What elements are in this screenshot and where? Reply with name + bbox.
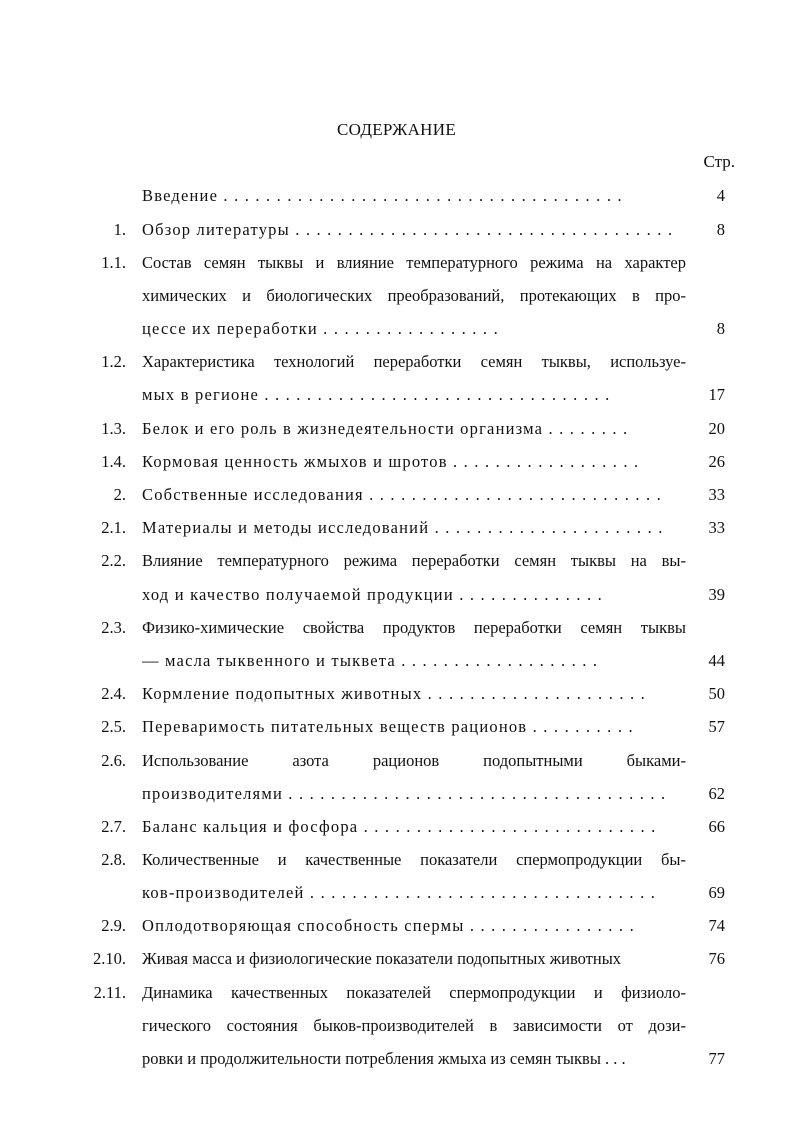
toc-entry-title-line: производителями . . . . . . . . . . . . . . . . . . . . . . . . . . . . . . . . . . . .	[142, 784, 667, 803]
toc-entry-page: 33	[708, 485, 725, 504]
toc-entry-continuation	[0, 782, 793, 806]
toc-entry-number: 2.10.	[93, 949, 126, 968]
toc-entry-title-line: Состав семян тыквы и влияние температурного режима на характер	[142, 253, 686, 272]
toc-entry-page: 76	[708, 949, 725, 968]
toc-entry-title-line: ков-производителей . . . . . . . . . . . . . . . . . . . . . . . . . . . . . . . . .	[142, 883, 657, 902]
toc-entry-title-line: Физико-химические свойства продуктов переработки семян тыквы	[142, 618, 686, 637]
toc-entry	[0, 914, 793, 938]
toc-entry-number: 2.1.	[101, 518, 126, 537]
toc-entry-number: 2.9.	[101, 916, 126, 935]
toc-entry-page: 66	[708, 817, 725, 836]
toc-entry-number: 2.7.	[101, 817, 126, 836]
toc-entry-title-line: Динамика качественных показателей спермопродукции и физиоло-	[142, 983, 686, 1002]
page-title: СОДЕРЖАНИЕ	[336, 120, 457, 139]
toc-entry-title-line: цессе их переработки . . . . . . . . . . . . . . . . .	[142, 319, 499, 338]
toc-entry	[0, 516, 793, 540]
toc-entry-number: 1.2.	[101, 352, 126, 371]
toc-entry-title-line: ход и качество получаемой продукции . . . . . . . . . . . . . .	[142, 585, 603, 604]
toc-entry-continuation	[0, 649, 793, 673]
toc-entry-page: 17	[708, 385, 725, 404]
toc-entry	[0, 450, 793, 474]
toc-entry-title: Материалы и методы исследований . . . . . . . . . . . . . . . . . . . . . .	[142, 518, 664, 537]
toc-entry-title: Кормление подопытных животных . . . . . . . . . . . . . . . . . . . . .	[142, 684, 646, 703]
toc-entry	[0, 848, 793, 872]
toc-entry	[0, 350, 793, 374]
toc-entry-continuation	[0, 284, 793, 308]
toc-entry-title: Живая масса и физиологические показатели подопытных животных	[142, 949, 622, 968]
toc-entry-number: 1.3.	[101, 419, 126, 438]
toc-entry-page: 57	[708, 717, 725, 736]
toc-entry-title-line: Характеристика технологий переработки семян тыквы, используе-	[142, 352, 686, 371]
toc-entry	[0, 483, 793, 507]
toc-entry	[0, 749, 793, 773]
toc-entry-title-line: гического состояния быков-производителей в зависимости от дози-	[142, 1016, 686, 1035]
toc-entry-page: 77	[708, 1049, 725, 1068]
toc-entry-title: Кормовая ценность жмыхов и шротов . . . . . . . . . . . . . . . . . .	[142, 452, 640, 471]
toc-entry-page: 8	[716, 220, 725, 239]
toc-entry-number: 2.2.	[101, 551, 126, 570]
toc-entry-page: 44	[708, 651, 725, 670]
toc-entry-number: 1.1.	[101, 253, 126, 272]
toc-entry-title: Оплодотворяющая способность спермы . . . . . . . . . . . . . . . .	[142, 916, 635, 935]
toc-entry-title: Обзор литературы . . . . . . . . . . . . . . . . . . . . . . . . . . . . . . . . . . . .	[142, 220, 674, 239]
toc-entry-page: 4	[716, 186, 725, 205]
toc-entry-continuation	[0, 583, 793, 607]
toc-entry	[0, 815, 793, 839]
toc-entry-continuation	[0, 383, 793, 407]
toc-entry-title: Переваримость питательных веществ рационов . . . . . . . . . .	[142, 717, 634, 736]
toc-entry-title-line: ровки и продолжительности потребления жмыха из семян тыквы . . .	[142, 1049, 626, 1068]
toc-entry-page: 8	[716, 319, 725, 338]
toc-entry-number: 1.	[113, 220, 126, 239]
toc-entry-title-line: мых в регионе . . . . . . . . . . . . . . . . . . . . . . . . . . . . . . . . .	[142, 385, 611, 404]
toc-entry-continuation	[0, 881, 793, 905]
toc-entry-continuation	[0, 1014, 793, 1038]
toc-entry-title-line: Использование азота рационов подопытными быками-	[142, 751, 686, 770]
toc-entry-title: Баланс кальция и фосфора . . . . . . . . . . . . . . . . . . . . . . . . . . . .	[142, 817, 657, 836]
toc-entry-number: 2.4.	[101, 684, 126, 703]
toc-entry-page: 39	[708, 585, 725, 604]
toc-entry-number: 1.4.	[101, 452, 126, 471]
toc-entry	[0, 682, 793, 706]
toc-entry-title-line: Количественные и качественные показатели спермопродукции бы-	[142, 850, 686, 869]
toc-entry-number: 2.8.	[101, 850, 126, 869]
toc-entry	[0, 715, 793, 739]
toc-entry-title-line: Влияние температурного режима переработки семян тыквы на вы-	[142, 551, 686, 570]
toc-entry-page: 26	[708, 452, 725, 471]
toc-entry-title-line: — масла тыквенного и тыквета . . . . . . . . . . . . . . . . . . .	[142, 651, 599, 670]
toc-entry-page: 33	[708, 518, 725, 537]
toc-entry-page: 62	[708, 784, 725, 803]
toc-entry-page: 74	[708, 916, 725, 935]
toc-entry	[0, 417, 793, 441]
toc-entry-number: 2.5.	[101, 717, 126, 736]
toc-entry-title: Введение . . . . . . . . . . . . . . . . . . . . . . . . . . . . . . . . . . . . . .	[142, 186, 623, 205]
toc-entry	[0, 947, 793, 971]
toc-entry-number: 2.3.	[101, 618, 126, 637]
toc-entry-number: 2.11.	[93, 983, 126, 1002]
toc-entry-number: 2.	[113, 485, 126, 504]
toc-entry-title: Собственные исследования . . . . . . . . . . . . . . . . . . . . . . . . . . . .	[142, 485, 663, 504]
toc-entry-title-line: химических и биологических преобразований, протекающих в про-	[142, 286, 686, 305]
toc-entry-number: 2.6.	[101, 751, 126, 770]
toc-entry	[0, 981, 793, 1005]
toc-entry-page: 20	[708, 419, 725, 438]
toc-entry	[0, 616, 793, 640]
toc-entry-continuation	[0, 317, 793, 341]
toc-entry	[0, 251, 793, 275]
toc-entry-continuation	[0, 1047, 793, 1071]
toc-entry-page: 50	[708, 684, 725, 703]
toc-entry	[0, 184, 793, 208]
toc-entry	[0, 549, 793, 573]
toc-entry-page: 69	[708, 883, 725, 902]
page-column-label: Стр.	[703, 152, 735, 171]
toc-entry	[0, 218, 793, 242]
toc-entry-title: Белок и его роль в жизнедеятельности организма . . . . . . . .	[142, 419, 629, 438]
